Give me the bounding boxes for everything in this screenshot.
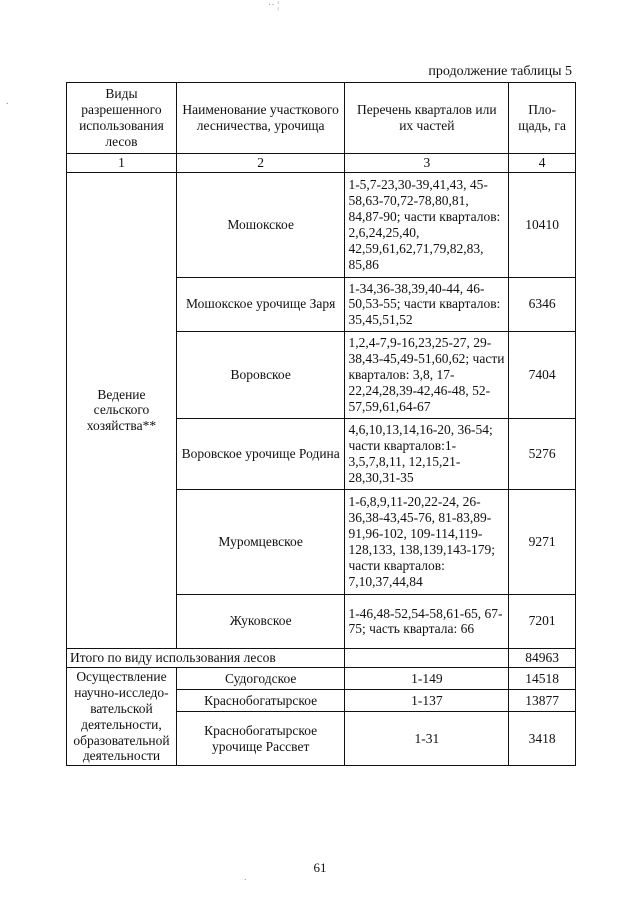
quarter-list: 1-6,8,9,11-20,22-24, 26-36,38-43,45-76, 81-83,89-91,96-102, 109-114,119-128,133, 138,139,143-179; части кварталов: 7,10,37,44,84 — [345, 489, 509, 594]
scan-mark-top: ·· ¦ — [268, 0, 280, 11]
table-header-row — [67, 83, 576, 154]
total-label: Итого по виду использования лесов — [67, 648, 345, 667]
header-forestry-name: Наименование участкового лесничества, урочища — [176, 83, 345, 154]
header-quarters: Перечень кварталов или их частей — [345, 83, 509, 154]
table-caption: продолжение таблицы 5 — [428, 64, 572, 79]
area-value: 9271 — [509, 489, 576, 594]
area-value: 3418 — [509, 712, 576, 766]
quarter-list: 1-5,7-23,30-39,41,43, 45-58,63-70,72-78,80,81, 84,87-90; части кварталов: 2,6,24,25,40, 42,59,61,62,71,79,82,83, 85,86 — [345, 172, 509, 277]
quarter-list: 4,6,10,13,14,16-20, 36-54; части кварталов:1-3,5,7,8,11, 12,15,21-28,30,31-35 — [345, 418, 509, 489]
forestry-name: Воровское урочище Родина — [176, 418, 345, 489]
quarter-list: 1-149 — [345, 667, 509, 689]
forestry-name: Муромцевское — [176, 489, 345, 594]
header-area: Пло-щадь, га — [509, 83, 576, 154]
table-row — [67, 667, 576, 689]
area-value: 7201 — [509, 594, 576, 648]
column-number-row — [67, 154, 576, 173]
page-number: 61 — [313, 860, 327, 875]
forestry-name: Судогодское — [176, 667, 345, 689]
total-area-value: 84963 — [509, 648, 576, 667]
use-type-agriculture: Ведение сельского хозяйства** — [67, 172, 177, 648]
forestry-name: Жуковское — [176, 594, 345, 648]
quarter-list: 1-31 — [345, 712, 509, 766]
column-number: 2 — [176, 154, 345, 173]
area-value: 13877 — [509, 690, 576, 712]
forest-use-table — [66, 82, 576, 766]
forestry-name: Воровское — [176, 331, 345, 418]
quarter-list: 1-46,48-52,54-58,61-65, 67-75; часть квартала: 66 — [345, 594, 509, 648]
area-value: 6346 — [509, 277, 576, 331]
area-value: 14518 — [509, 667, 576, 689]
forestry-name: Краснобогатырское урочище Рассвет — [176, 712, 345, 766]
scan-mark-left: . — [6, 96, 9, 107]
forestry-name: Мошокское — [176, 172, 345, 277]
quarter-list: 1,2,4-7,9-16,23,25-27, 29-38,43-45,49-51,60,62; части кварталов: 3,8, 17-22,24,28,39-42,46-48, 52-57,59,61,64-67 — [345, 331, 509, 418]
column-number: 3 — [345, 154, 509, 173]
column-number: 1 — [67, 154, 177, 173]
use-type-research: Осуществление научно-исследо-вательской деятельности, образовательной деятельности — [67, 667, 177, 766]
quarter-list: 1-34,36-38,39,40-44, 46-50,53-55; части кварталов: 35,45,51,52 — [345, 277, 509, 331]
area-value: 5276 — [509, 418, 576, 489]
forestry-name: Мошокское урочище Заря — [176, 277, 345, 331]
scan-mark-bottom: . — [244, 872, 247, 883]
total-empty-cell — [345, 648, 509, 667]
header-use-type: Виды разрешенного использования лесов — [67, 83, 177, 154]
area-value: 10410 — [509, 172, 576, 277]
total-row — [67, 648, 576, 667]
area-value: 7404 — [509, 331, 576, 418]
column-number: 4 — [509, 154, 576, 173]
forestry-name: Краснобогатырское — [176, 690, 345, 712]
quarter-list: 1-137 — [345, 690, 509, 712]
table-row — [67, 172, 576, 277]
